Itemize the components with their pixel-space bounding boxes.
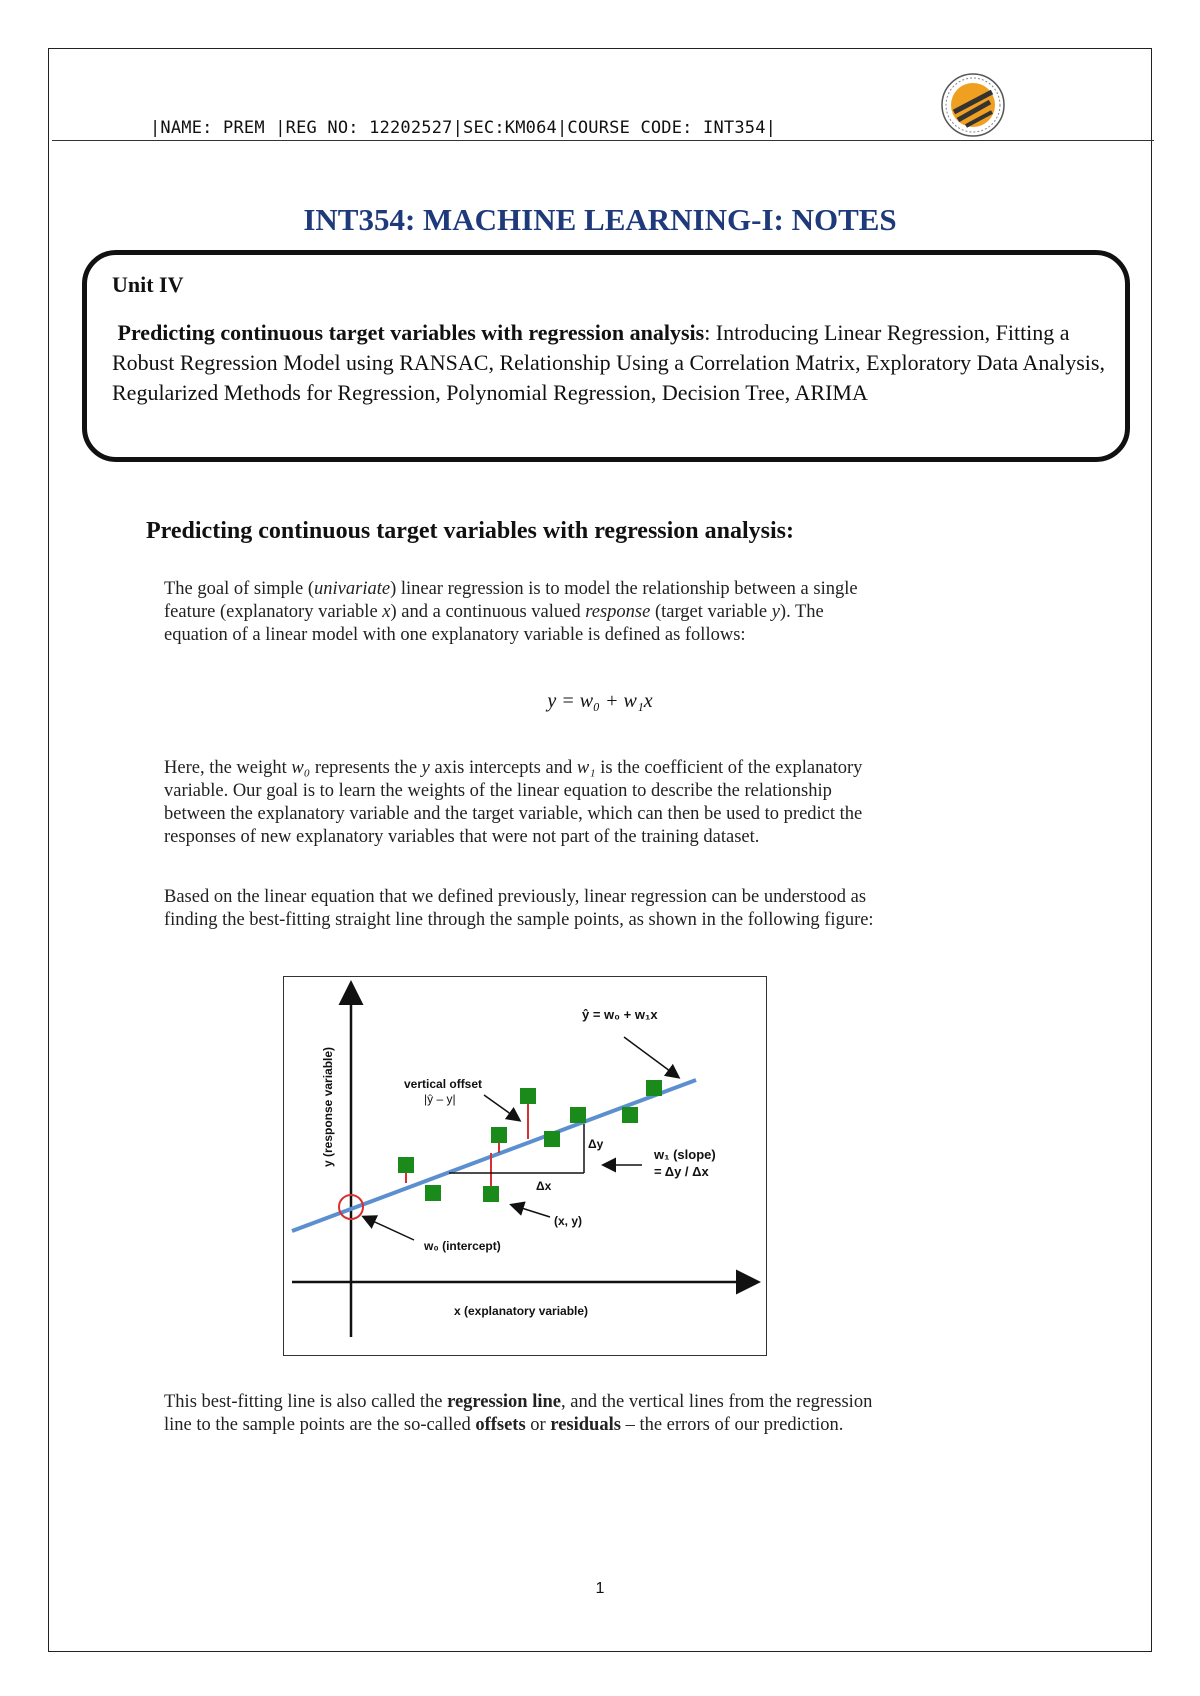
data-point — [491, 1127, 507, 1143]
regression-equation-label: ŷ = w₀ + w₁x — [582, 1007, 658, 1022]
text-run: axis intercepts and — [429, 758, 577, 778]
paragraph-intro — [164, 578, 884, 647]
text-run: , and the vertical lines from the regression line to the sample points are the so-called — [164, 1392, 873, 1435]
unit-label: Unit IV — [112, 272, 184, 297]
text-run: is the coefficient of the explanatory variable. Our goal is to learn the weights of the linear equation to describe the relationship between the explanatory variable and the target variable, which can then be used to predict the responses of new explanatory variables that were not part of the training dataset. — [164, 758, 863, 847]
text-run: ). The equation of a linear model with one explanatory variable is defined as follows: — [164, 602, 824, 645]
slope-formula-label: = Δy / Δx — [654, 1164, 709, 1179]
text-run: (target variable — [650, 602, 772, 622]
data-point — [622, 1107, 638, 1123]
text-run: y — [421, 758, 430, 778]
regression-diagram — [284, 977, 768, 1357]
unit-topics — [112, 318, 1112, 408]
data-point — [544, 1131, 560, 1147]
y-axis-label: y (response variable) — [321, 1046, 335, 1167]
page-title: INT354: MACHINE LEARNING-I: NOTES — [303, 202, 897, 237]
data-point — [425, 1185, 441, 1201]
data-point — [570, 1107, 586, 1123]
student-header: |NAME: PREM |REG NO: 12202527|SEC:KM064|COURSE CODE: INT354| — [150, 118, 777, 138]
text-run: ) and a continuous valued — [390, 602, 586, 622]
sample-point-label: (x, y) — [554, 1214, 583, 1228]
header-rule — [52, 140, 1154, 141]
unit-topic-title: Predicting continuous target variables with regression analysis — [117, 320, 705, 345]
vertical-offset-formula: |ŷ – y| — [424, 1092, 456, 1106]
university-emblem-icon — [940, 72, 1006, 138]
paragraph-weights — [164, 757, 884, 849]
data-point — [398, 1157, 414, 1173]
text-run: represents the — [310, 758, 422, 778]
page-number: 1 — [595, 1580, 605, 1597]
intercept-label: w₀ (intercept) — [424, 1239, 501, 1253]
text-run: Here, the weight — [164, 758, 292, 778]
annotation-arrow — [364, 1217, 414, 1240]
annotation-arrow — [624, 1037, 678, 1077]
text-run: regression line — [447, 1392, 562, 1412]
text-run: residuals — [550, 1415, 621, 1435]
data-point — [646, 1080, 662, 1096]
text-run: x — [382, 602, 391, 622]
data-point — [520, 1088, 536, 1104]
text-run: This best-fitting line is also called the — [164, 1392, 448, 1412]
text-run: offsets — [475, 1415, 526, 1435]
section-heading: Predicting continuous target variables with regression analysis: — [146, 518, 794, 544]
text-run: w₀ — [291, 758, 311, 778]
delta-x-label: Δx — [536, 1179, 552, 1193]
data-point — [483, 1186, 499, 1202]
slope-label: w₁ (slope) — [654, 1147, 716, 1162]
unit-topic-list: : Introducing Linear Regression, Fitting a Robust Regression Model using RANSAC, Relationship Using a Correlation Matrix, Exploratory Data Analysis, Regularized Methods for Regression, Polynomial Regression, Decision Tree, ARIMA — [112, 320, 1105, 405]
text-run: or — [525, 1415, 551, 1435]
paragraph-best-fit: Based on the linear equation that we defined previously, linear regression can be understood as finding the best-fitting straight line through the sample points, as shown in the following figure: — [164, 887, 874, 930]
delta-y-label: Δy — [588, 1137, 604, 1151]
text-run: y — [771, 602, 780, 622]
text-run: w₁ — [576, 758, 596, 778]
text-run: response — [585, 602, 651, 622]
text-run: ) linear regression is to model the relationship between a single feature (explanatory variable — [164, 579, 858, 622]
regression-figure — [283, 976, 767, 1356]
vertical-offset-label: vertical offset — [404, 1077, 483, 1091]
text-run: – the errors of our prediction. — [620, 1415, 844, 1435]
annotation-arrow — [512, 1205, 550, 1217]
linear-equation: y = w₀ + w₁x — [547, 690, 653, 712]
paragraph-residuals — [164, 1391, 884, 1437]
x-axis-label: x (explanatory variable) — [454, 1304, 589, 1318]
text-run: univariate — [314, 579, 391, 599]
text-run: The goal of simple ( — [164, 579, 315, 599]
annotation-arrow — [484, 1095, 519, 1120]
